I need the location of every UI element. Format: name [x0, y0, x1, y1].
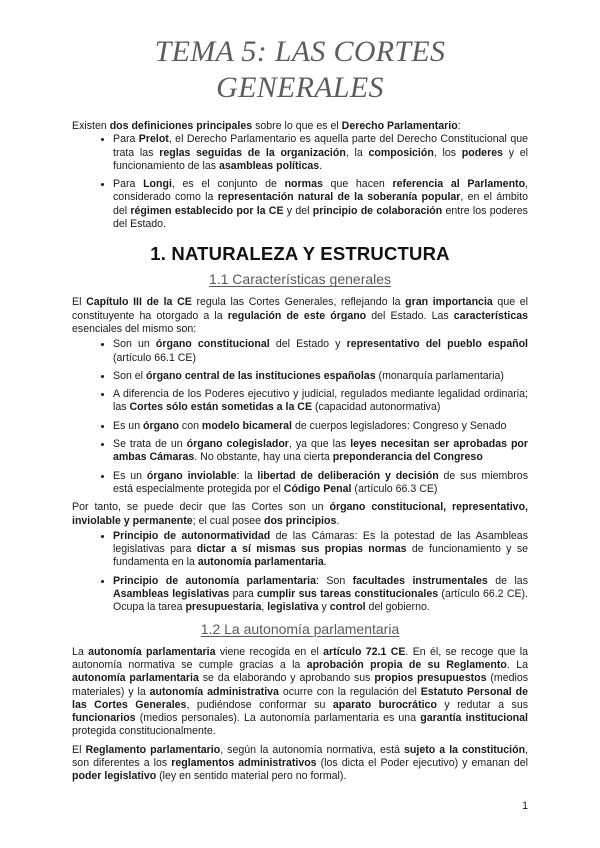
- characteristic-item: [113, 338, 528, 365]
- text-run: , pudiéndose conformar su: [186, 698, 333, 711]
- characteristics-list: [72, 338, 528, 496]
- text-run: . No obstante, hay una cierta: [194, 451, 333, 464]
- bold-text: libertad de deliberación y decisión: [257, 469, 439, 482]
- principles-intro: [72, 501, 528, 528]
- text-run: , en el ámbito del: [113, 191, 528, 217]
- bold-text: autonomía parlamentaria: [197, 556, 324, 569]
- bold-text: dos principios: [263, 514, 337, 527]
- bold-text: representativo del pueblo español: [346, 338, 528, 351]
- text-run: :: [457, 120, 461, 132]
- text-run: viene recogida en el: [215, 645, 324, 658]
- text-run: (ley en sentido material pero no formal).: [156, 770, 347, 783]
- bold-text: características: [453, 309, 528, 322]
- text-run: de las Cámaras: Es la potestad de las Asambleas legislativas para: [113, 529, 529, 556]
- bold-text: asambleas políticas: [219, 159, 320, 172]
- bold-text: garantía institucional: [420, 712, 528, 725]
- characteristics-intro: [72, 296, 528, 336]
- text-run: de sus miembros está especialmente protegida por el: [113, 469, 528, 495]
- text-run: : Son: [316, 574, 353, 587]
- text-run: (artículo 66.1 CE): [113, 351, 197, 364]
- text-run: del Estado y: [269, 338, 347, 351]
- section-heading: 1. NATURALEZA Y ESTRUCTURA: [150, 243, 450, 265]
- definition-prelot: [113, 133, 528, 173]
- bold-text: autonomía parlamentaria: [72, 672, 199, 685]
- text-run: de cuerpos legisladores: Congreso y Senado: [292, 419, 507, 432]
- subsection-heading-2: 1.2 La autonomía parlamentaria: [200, 620, 400, 637]
- text-run: se da elaborando y aprobando sus: [198, 672, 375, 685]
- text-run: , considerado como la: [113, 178, 528, 204]
- text-run: Existen: [72, 120, 110, 132]
- characteristic-item: [113, 470, 528, 497]
- principle-item: [113, 530, 528, 570]
- bold-text: Prelot: [138, 133, 169, 146]
- text-run: , los: [433, 146, 462, 159]
- text-run: A diferencia de los Poderes ejecutivo y judicial, regulados mediante legalidad ordinaria; las: [113, 388, 528, 414]
- bold-text: gran importancia: [405, 296, 493, 309]
- text-run: .: [336, 514, 340, 527]
- bold-text: reglamentos administrativos: [171, 756, 317, 769]
- bold-text: preponderancia del Congreso: [332, 451, 483, 464]
- text-run: del Estado. Las: [366, 309, 454, 322]
- text-run: del gobierno.: [365, 601, 430, 614]
- bold-text: órgano colegislador: [186, 438, 289, 451]
- bold-text: sujeto a la constitución: [404, 743, 526, 756]
- bold-text: Código Penal: [283, 482, 352, 495]
- bold-text: principio de colaboración: [312, 204, 443, 217]
- bold-text: control: [329, 601, 366, 614]
- text-run: .: [319, 159, 323, 172]
- text-run: y del: [283, 204, 313, 217]
- bold-text: composición: [368, 146, 434, 159]
- bold-text: dictar a sí mismas sus propias normas: [196, 543, 407, 556]
- bold-text: Reglamento parlamentario: [85, 743, 221, 756]
- bold-text: legislativa: [267, 601, 319, 614]
- bold-text: Principio de autonomía parlamentaria: [113, 574, 316, 587]
- regulation-paragraph: [72, 744, 528, 784]
- text-run: ; el cual posee: [192, 514, 264, 527]
- text-run: (capacidad autonormativa): [312, 401, 441, 414]
- text-run: La: [72, 645, 89, 658]
- bold-text: autonomía administrativa: [149, 685, 279, 698]
- text-run: ,: [261, 601, 268, 614]
- text-run: Para: [113, 133, 139, 146]
- bold-text: dos definiciones principales: [109, 120, 253, 132]
- bold-text: poder legislativo: [72, 770, 157, 783]
- text-run: : la: [236, 469, 258, 482]
- text-run: , ya que las: [288, 438, 351, 451]
- text-run: Se trata de un: [113, 438, 187, 451]
- subsection-heading-1: 1.1 Características generales: [208, 271, 392, 288]
- text-run: con: [178, 419, 202, 432]
- bold-text: propios presupuestos: [374, 672, 487, 685]
- bold-text: presupuestaria: [185, 601, 262, 614]
- bold-text: aprobación propia de su Reglamento: [306, 658, 507, 671]
- autonomy-paragraph: [72, 646, 528, 739]
- text-run: y el funcionamiento de las: [113, 146, 528, 172]
- bold-text: artículo 72.1 CE: [323, 645, 406, 658]
- bold-text: Derecho Parlamentario: [341, 120, 458, 132]
- document-title: TEMA 5: LAS CORTES GENERALES: [154, 35, 446, 104]
- bold-text: régimen establecido por la CE: [130, 204, 284, 217]
- text-run: (artículo 66.2 CE). Ocupa la tarea: [113, 588, 529, 614]
- text-run: . En él, se recoge que la autonomía normativa se cumple gracias a la: [72, 645, 528, 671]
- text-run: que hacen: [322, 178, 393, 191]
- text-run: Para: [113, 178, 144, 191]
- bold-text: Asambleas legislativas: [113, 588, 230, 601]
- characteristic-item: [113, 420, 528, 433]
- definitions-list: [72, 133, 528, 231]
- text-run: (monarquía parlamentaria): [375, 369, 504, 382]
- bold-text: modelo bicameral: [201, 419, 292, 432]
- characteristic-item: [113, 438, 528, 465]
- text-run: Es un: [113, 419, 144, 432]
- text-run: . La: [506, 658, 528, 671]
- bold-text: órgano constitucional: [155, 338, 270, 351]
- text-run: (los dicta el Poder ejecutivo) y emanan del: [316, 756, 528, 769]
- text-run: El: [72, 296, 87, 309]
- bold-text: leyes necesitan ser aprobadas por ambas Cámaras: [113, 438, 529, 464]
- bold-text: funcionarios: [72, 712, 136, 725]
- text-run: regula las Cortes Generales, reflejando la: [191, 296, 406, 309]
- bold-text: cumplir sus tareas constitucionales: [257, 588, 439, 601]
- text-run: Por tanto, se puede decir que las Cortes son un: [72, 501, 330, 514]
- bold-text: facultades instrumentales: [352, 574, 488, 587]
- bold-text: aparato burocrático: [332, 698, 437, 711]
- text-run: ocurre con la regulación del: [278, 685, 421, 698]
- bold-text: órgano constitucional, representativo, inviolable y permanente: [72, 501, 528, 527]
- bold-text: órgano central de las instituciones españolas: [145, 369, 376, 382]
- text-run: de funcionamiento y se fundamenta en la: [113, 543, 529, 569]
- text-run: y redutar a sus: [436, 698, 529, 711]
- page-number: 1: [522, 800, 528, 812]
- text-run: , la: [345, 146, 369, 159]
- characteristic-item: [113, 370, 528, 383]
- bold-text: referencia al Parlamento: [392, 178, 526, 191]
- text-run: sobre lo que es el: [252, 120, 342, 132]
- bold-text: Longi: [143, 178, 172, 191]
- text-run: (artículo 66.3 CE): [351, 482, 438, 495]
- bold-text: normas: [284, 178, 323, 191]
- text-run: El: [72, 743, 86, 756]
- principle-item: [113, 575, 528, 615]
- intro-paragraph: [72, 120, 528, 133]
- principles-list: [72, 530, 528, 615]
- bold-text: autonomía parlamentaria: [88, 645, 216, 658]
- text-run: , el Derecho Parlamentario es aquella parte del Derecho Constitucional que trata las: [113, 133, 528, 159]
- text-run: y: [318, 601, 330, 614]
- text-run: .: [323, 556, 327, 569]
- text-run: , son diferentes a los: [72, 743, 528, 769]
- bold-text: Capítulo III de la CE: [86, 296, 192, 309]
- text-run: (medios personales). La autonomía parlamentaria es una: [135, 712, 421, 725]
- text-run: que el constituyente ha otorgado a la: [72, 296, 528, 322]
- bold-text: representación natural de la soberanía popular: [217, 191, 461, 204]
- bold-text: reglas seguidas de la organización: [159, 146, 346, 159]
- definition-longi: [113, 178, 528, 231]
- text-run: para: [229, 588, 258, 601]
- bold-text: órgano: [143, 419, 179, 432]
- text-run: (medios materiales) y la: [72, 672, 529, 698]
- text-run: , es el conjunto de: [171, 178, 285, 191]
- text-run: Son un: [113, 338, 156, 351]
- characteristic-item: [113, 388, 528, 415]
- bold-text: Cortes sólo están sometidas a la CE: [129, 401, 313, 414]
- text-run: Son el: [113, 369, 146, 382]
- bold-text: Estatuto Personal de las Cortes Generales: [72, 685, 528, 711]
- bold-text: regulación de este órgano: [227, 309, 367, 322]
- text-run: esenciales del mismo son:: [72, 322, 197, 335]
- bold-text: poderes: [461, 146, 503, 159]
- text-run: Es un: [113, 469, 147, 482]
- text-run: protegida constitucionalmente.: [72, 725, 216, 738]
- text-run: de las: [487, 574, 528, 587]
- text-run: , según la autonomía normativa, está: [220, 743, 405, 756]
- text-run: entre los poderes del Estado.: [113, 204, 528, 231]
- bold-text: órgano inviolable: [146, 469, 237, 482]
- bold-text: Principio de autonormatividad: [113, 529, 271, 542]
